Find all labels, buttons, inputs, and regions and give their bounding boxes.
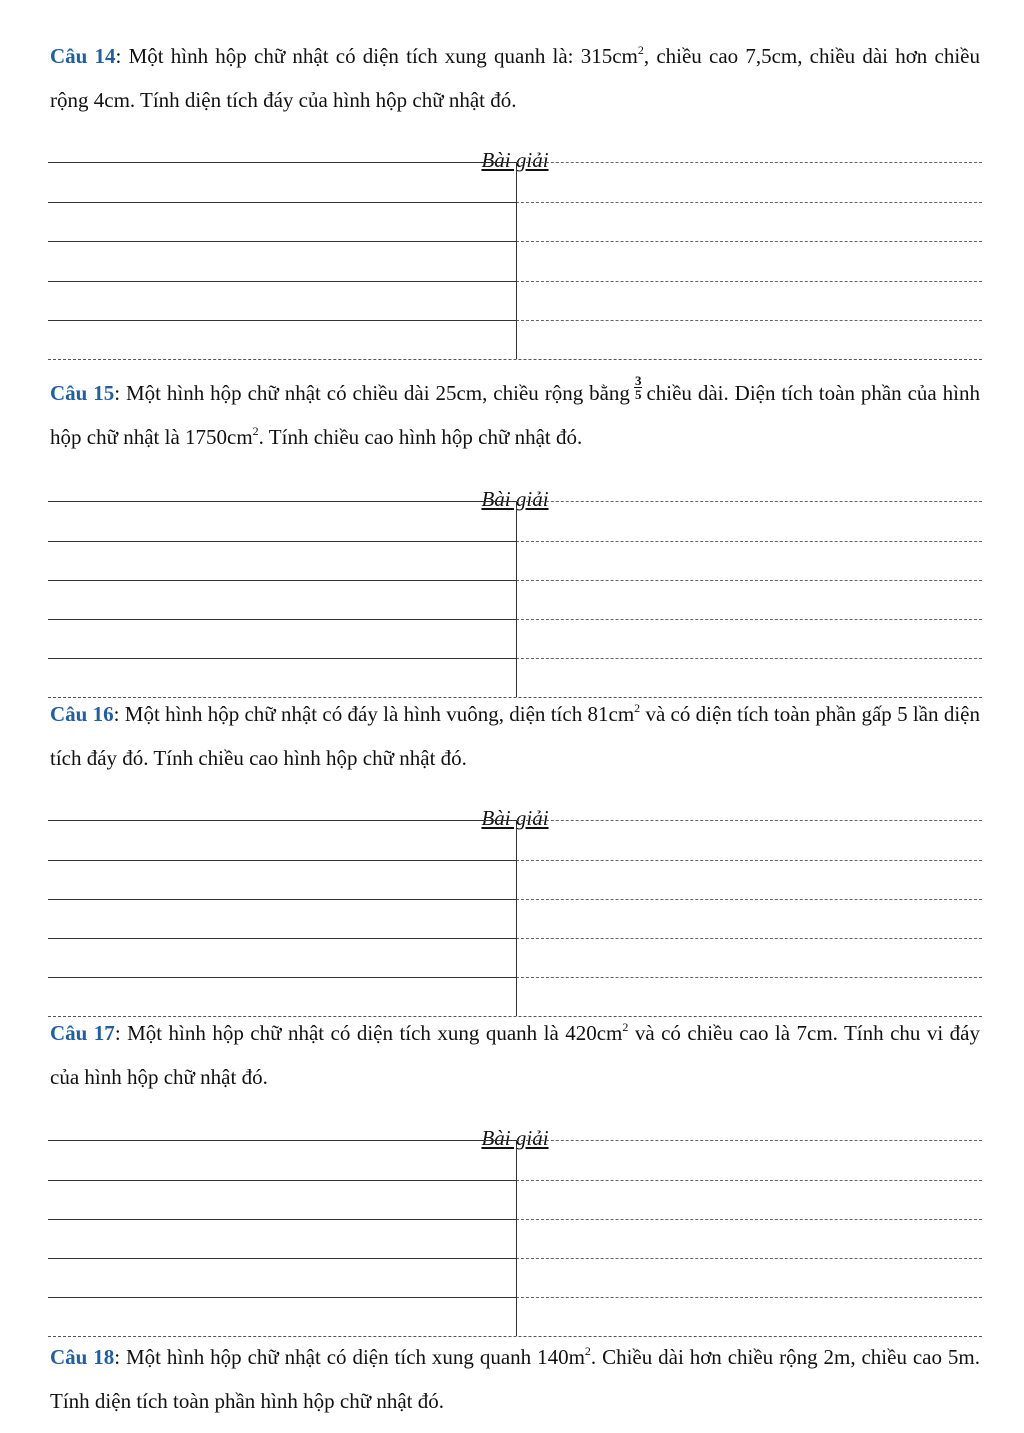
answer-line xyxy=(48,320,516,321)
superscript: 2 xyxy=(637,43,644,57)
answer-line xyxy=(516,501,982,502)
answer-line xyxy=(516,202,982,203)
superscript: 2 xyxy=(634,701,641,715)
question-text-end: , chiều cao 7,5cm, chiều dài hơn chiều rộng 4cm. Tính diện tích đáy của hình hộp chữ nhật đó. xyxy=(50,44,980,112)
question-text: : Một hình hộp chữ nhật có diện tích xung quanh 140m xyxy=(114,1345,585,1369)
fraction-numerator: 3 xyxy=(634,372,642,388)
question-label: Câu 14 xyxy=(50,44,116,68)
answer-line xyxy=(48,501,516,502)
answer-line xyxy=(48,241,516,242)
answer-line xyxy=(48,658,516,659)
solution-heading: Bài giải xyxy=(48,487,982,511)
answer-line xyxy=(516,1258,982,1259)
question-text-mid: chiều dài. Diện tích toàn phần của hình hộp chữ nhật là 1750cm xyxy=(50,381,980,449)
answer-line xyxy=(516,619,982,620)
answer-line xyxy=(516,1180,982,1181)
question-label: Câu 18 xyxy=(50,1345,115,1369)
answer-line xyxy=(48,820,516,821)
answer-line xyxy=(48,977,516,978)
answer-line xyxy=(516,820,982,821)
question-text: : Một hình hộp chữ nhật có diện tích xung quanh là: 315cm xyxy=(115,44,638,68)
question-text: : Một hình hộp chữ nhật có chiều dài 25cm, chiều rộng bằng xyxy=(114,381,630,405)
column-divider xyxy=(516,820,517,1016)
question-text-end: và có diện tích toàn phần gấp 5 lần diện tích đáy đó. Tính chiều cao hình hộp chữ nhật đó. xyxy=(50,702,980,770)
answer-line xyxy=(48,162,516,163)
question-16 xyxy=(50,692,980,780)
answer-line xyxy=(516,162,982,163)
answer-line xyxy=(48,281,516,282)
answer-line xyxy=(516,1297,982,1298)
answer-line xyxy=(48,580,516,581)
answer-line xyxy=(516,938,982,939)
superscript: 2 xyxy=(584,1344,591,1358)
column-divider xyxy=(516,1140,517,1336)
answer-line xyxy=(516,580,982,581)
superscript: 2 xyxy=(252,424,259,438)
answer-line xyxy=(516,281,982,282)
answer-line xyxy=(516,1140,982,1141)
answer-line xyxy=(516,899,982,900)
answer-line xyxy=(48,1140,516,1141)
column-divider xyxy=(516,501,517,697)
column-divider xyxy=(516,162,517,359)
fraction-denominator: 5 xyxy=(634,386,642,402)
question-label: Câu 15 xyxy=(50,381,115,405)
answer-line xyxy=(48,860,516,861)
question-text-end: . Chiều dài hơn chiều rộng 2m, chiều cao 5m. Tính diện tích toàn phần hình hộp chữ nhật đó. xyxy=(50,1345,980,1413)
answer-line xyxy=(48,1258,516,1259)
answer-line xyxy=(516,860,982,861)
solution-heading: Bài giải xyxy=(48,148,982,172)
answer-line-bottom xyxy=(48,359,982,360)
solution-heading: Bài giải xyxy=(48,1126,982,1150)
question-15 xyxy=(50,371,980,459)
question-14 xyxy=(50,34,980,122)
fraction xyxy=(634,374,643,401)
question-18 xyxy=(50,1335,980,1423)
answer-line xyxy=(516,1219,982,1220)
answer-line xyxy=(516,658,982,659)
question-text: : Một hình hộp chữ nhật có đáy là hình vuông, diện tích 81cm xyxy=(113,702,635,726)
answer-line xyxy=(48,938,516,939)
answer-area-14[interactable] xyxy=(48,148,982,402)
answer-line xyxy=(516,320,982,321)
answer-line xyxy=(48,899,516,900)
answer-line xyxy=(516,541,982,542)
answer-line xyxy=(48,619,516,620)
answer-line xyxy=(48,1180,516,1181)
answer-line xyxy=(48,202,516,203)
question-label: Câu 16 xyxy=(50,702,114,726)
answer-line xyxy=(48,541,516,542)
question-text: : Một hình hộp chữ nhật có diện tích xung quanh là 420cm xyxy=(114,1021,623,1045)
answer-line xyxy=(516,977,982,978)
superscript: 2 xyxy=(622,1020,629,1034)
answer-line xyxy=(48,1297,516,1298)
answer-line xyxy=(48,1219,516,1220)
question-text-end: và có chiều cao là 7cm. Tính chu vi đáy của hình hộp chữ nhật đó. xyxy=(50,1021,980,1089)
question-17 xyxy=(50,1011,980,1099)
question-label: Câu 17 xyxy=(50,1021,115,1045)
question-text-end: . Tính chiều cao hình hộp chữ nhật đó. xyxy=(258,425,583,449)
solution-heading: Bài giải xyxy=(48,806,982,830)
answer-line xyxy=(516,241,982,242)
